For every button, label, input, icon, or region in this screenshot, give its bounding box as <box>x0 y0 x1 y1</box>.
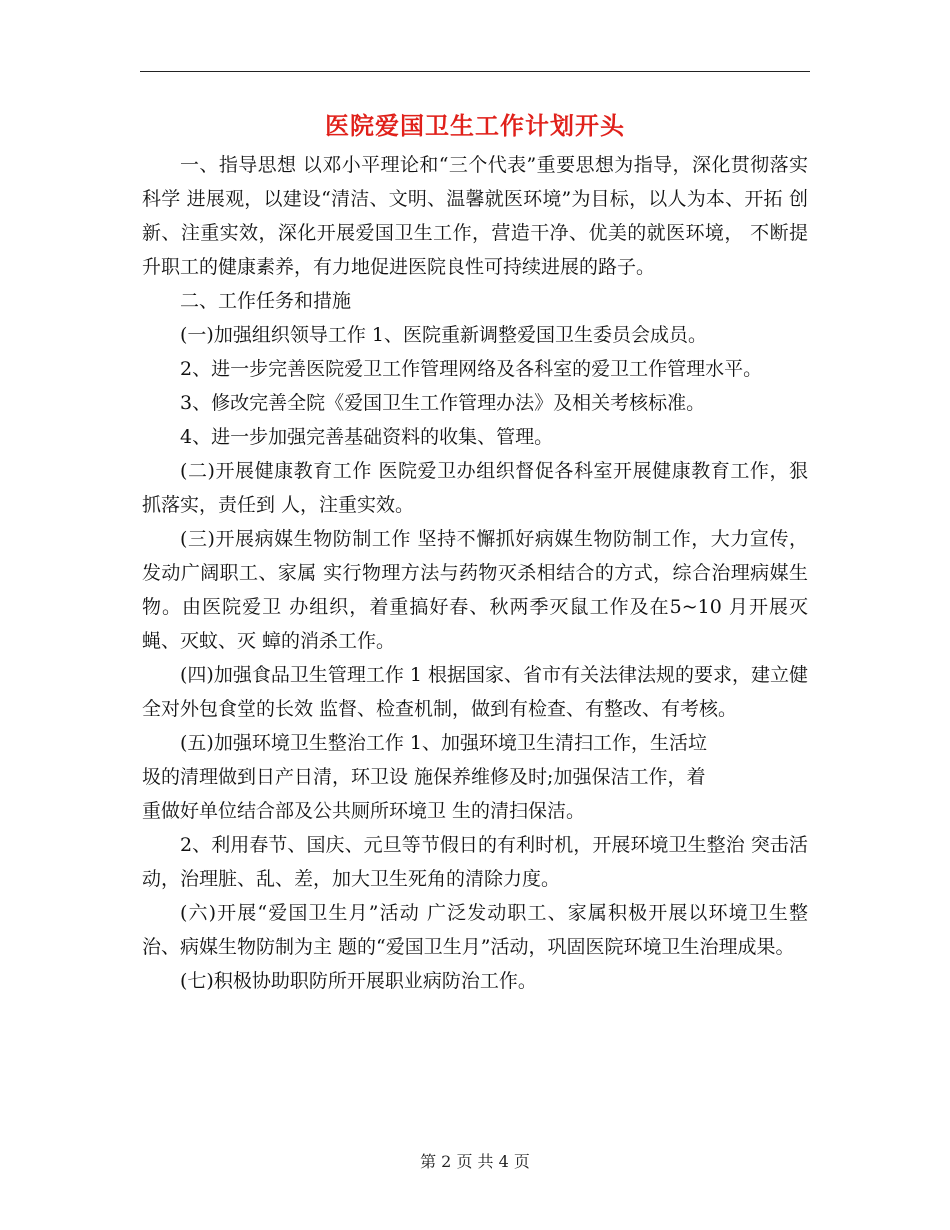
paragraph-tasks-heading: 二、工作任务和措施 <box>180 290 352 312</box>
paragraph-section-5-line-1: (五)加强环境卫生整治工作 1、加强环境卫生清扫工作，生活垃 <box>180 732 707 754</box>
paragraph-section-2: (二)开展健康教育工作 医院爱卫办组织督促各科室开展健康教育工作，狠抓落实，责任到 人，注重实效。 <box>142 460 808 516</box>
page-number-footer: 第 2 页 共 4 页 <box>420 1152 530 1171</box>
header-rule <box>140 71 810 72</box>
paragraph-section-4: (四)加强食品卫生管理工作 1 根据国家、省市有关法律法规的要求，建立健全对外包食堂的长效 监督、检查机制，做到有检查、有整改、有考核。 <box>142 664 808 720</box>
paragraph-section-6: (六)开展“爱国卫生月”活动 广泛发动职工、家属积极开展以环境卫生整治、病媒生物防制为主 题的“爱国卫生月”活动，巩固医院环境卫生治理成果。 <box>142 902 808 958</box>
paragraph-guiding-ideology: 一、指导思想 以邓小平理论和“三个代表”重要思想为指导，深化贯彻落实科学 进展观，以建设“清洁、文明、温馨就医环境”为目标，以人为本、开拓 创新、注重实效，深化开展爱国卫生工作，营造干净、优美的就医环境， 不断提升职工的健康素养，有力地促进医院良性可持续进展的路子。 <box>142 154 808 278</box>
paragraph-section-5-line-2: 圾的清理做到日产日清，环卫设 施保养维修及时;加强保洁工作，着 <box>142 766 706 788</box>
document-title: 医院爱国卫生工作计划开头 <box>325 111 625 140</box>
paragraph-section-5-item-2: 2、利用春节、国庆、元旦等节假日的有利时机，开展环境卫生整治 突击活动，治理脏、乱、差，加大卫生死角的清除力度。 <box>142 834 808 890</box>
paragraph-item-2: 2、进一步完善医院爱卫工作管理网络及各科室的爱卫工作管理水平。 <box>180 358 763 380</box>
paragraph-item-3: 3、修改完善全院《爱国卫生工作管理办法》及相关考核标准。 <box>180 392 706 414</box>
paragraph-item-4: 4、进一步加强完善基础资料的收集、管理。 <box>180 426 554 448</box>
paragraph-section-7: (七)积极协助职防所开展职业病防治工作。 <box>180 970 537 992</box>
paragraph-section-3: (三)开展病媒生物防制工作 坚持不懈抓好病媒生物防制工作，大力宣传，发动广阔职工、家属 实行物理方法与药物灭杀相结合的方式，综合治理病媒生物。由医院爱卫 办组织，着重搞好春、秋两季灭鼠工作及在5~10 月开展灭蝇、灭蚊、灭 蟑的消杀工作。 <box>142 528 808 652</box>
paragraph-section-1: (一)加强组织领导工作 1、医院重新调整爱国卫生委员会成员。 <box>180 324 707 346</box>
document-body <box>142 148 808 998</box>
paragraph-section-5-line-3: 重做好单位结合部及公共厕所环境卫 生的清扫保洁。 <box>142 800 586 822</box>
